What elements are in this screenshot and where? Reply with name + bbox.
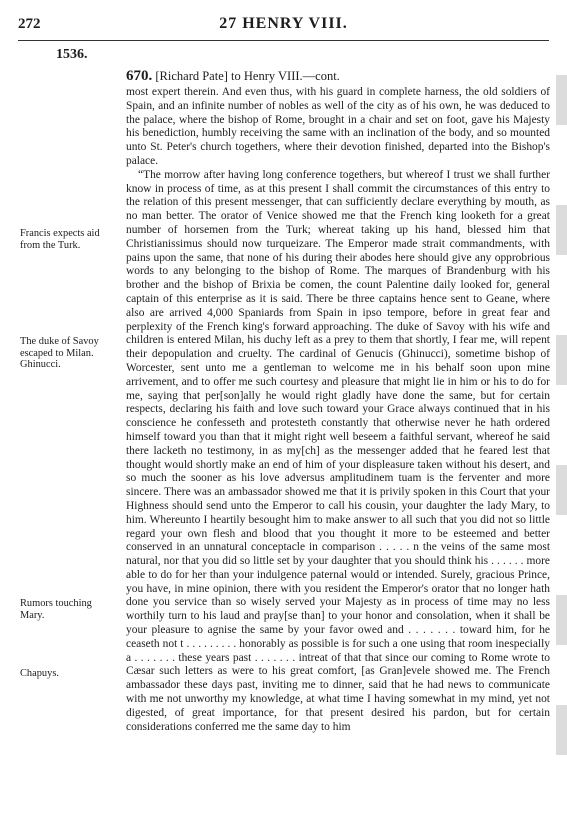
watermark-mark [556, 595, 567, 645]
margin-note-francis: Francis expects aid from the Turk. [20, 228, 100, 251]
paragraph: most expert therein. And even thus, with his guard in complete harness, the old soldiers of Spain, and an infinite number of nobles as well of the city as of his own, he was deduced to the palace, where the bishop of Rome, brought in a chair and set on foot, gave his Majesty his benediction, humbly receiving the same with an inclination of the body, and so mounted unto St. Peter's church togethers, where their devotion finished, departed into the Bishop's palace. [126, 86, 550, 167]
paragraph: “The morrow after having long conference togethers, but whereof I trust we shall further know in process of time, as at this present I shall commit the circumstances of this entry to the relation of this present messenger, that can sufficiently declare everything by mouth, as no man better. The orator of Venice showed me that the French king looketh for a great number of horsemen from the Turk; whereat taking up his hand, blessed him that Christianissimus should now turqueizare. The Emperor made strait commandments, with pains upon the same, that none of his during their abodes here should give any opprobrious words to any belonging to the bishop of Rome. The marques of Brandenburg with his brother and the bishop of Brixia be comen, the count Palentine daily looked for, general captain of this enterprise as it is said. There be three captains hence sent to Geane, where also are arrived 4,000 Spaniards from Spain in ipso tempore, before in great fear and perplexity of the French king's forward approaching. The duke of Savoy with his wife and children is entered Milan, his duchy left as a prey to them that shortly, I fear me, will repent their depopulation and cruelty. The cardinal of Genucis (Ghinucci), sometime bishop of Worcester, sent unto me a gentleman to welcome me in his behalf soon upon mine arrivement, and to offer me such courtesy and pleasure that might lie in him or his to do for me, saying that per[son]ally he would right gladly have done the same, but for certain respects, declaring his faith and love such toward your Grace always continued that in his conscience he confesseth and protesteth constantly that otherwise never he hath ordered himself toward you than that it might right well beseem a faithful servant, whereof he said there lacketh no testimony, in as my[ch] as the messenger added that he feared lest that thought would shortly make an end of him of your displeasure taken without his desert, and so much the sooner as his love adversus amplitudinem tuam is the ferventer and more sincere. There was an ambassador showed me that it is privily spoken in this Court that your Highness should send unto the Emperor to call his cousin, your daughter the lady Mary, to him. Whereunto I heartily besought him to make answer to all such that you did not so little regard your own flesh and blood that you thought it more to be esteemed and better conserved in an unnatural conceptacle in comparison . . . . . n the veins of the same most natural, nor that you did so little set by your daughter that you should think his . . . . . . more able to do for her than your indulgence paternal would or intended. Surely, gracious Prince, you have, in mine opinion, there with you resident the Emperor's orator that no longer hath done you service than so wisely served your Majesty as in process of time may no less worthily turn to his laud and pray[se than] to your honor and consolation, when it shall be your pleasure to agnise the same by your favor owed and . . . . . . . toward him, for he ceaseth not t . . . . . . . . . honorably as possible is for such a one using that room inespecially a . . . . . . . these years past . . . . . . . intreat of that that since our coming to Rome wrote to Cæsar such letters as were to his great comfort, [as Gran]evele showed me. The French ambassador these days past, inviting me to dinner, said that he had news to communicate with me not unworthy my knowledge, at what time I having somewhat in my mind, yet not digested, of great importance, for that present desired his pardon, but for certain considerations conferred me the same day to him [126, 168, 550, 733]
entry-heading [126, 68, 550, 85]
entry-number: 670. [126, 68, 153, 84]
page-header [18, 12, 549, 36]
watermark-mark [556, 465, 567, 515]
margin-note-savoy: The duke of Savoy escaped to Milan. Ghinucci. [20, 336, 99, 371]
side-watermark [556, 75, 567, 755]
body-text [126, 86, 550, 734]
entry-title: [Richard Pate] to Henry VIII.—cont. [155, 69, 340, 83]
page-number: 272 [18, 16, 41, 32]
watermark-mark [556, 705, 567, 755]
watermark-mark [556, 205, 567, 255]
header-rule [18, 40, 549, 41]
running-head: 27 HENRY VIII. [219, 15, 348, 32]
watermark-mark [556, 75, 567, 125]
margin-note-rumors: Rumors touching Mary. [20, 598, 92, 621]
margin-note-chapuys: Chapuys. [20, 668, 59, 679]
watermark-mark [556, 335, 567, 385]
year-label: 1536. [56, 47, 88, 62]
